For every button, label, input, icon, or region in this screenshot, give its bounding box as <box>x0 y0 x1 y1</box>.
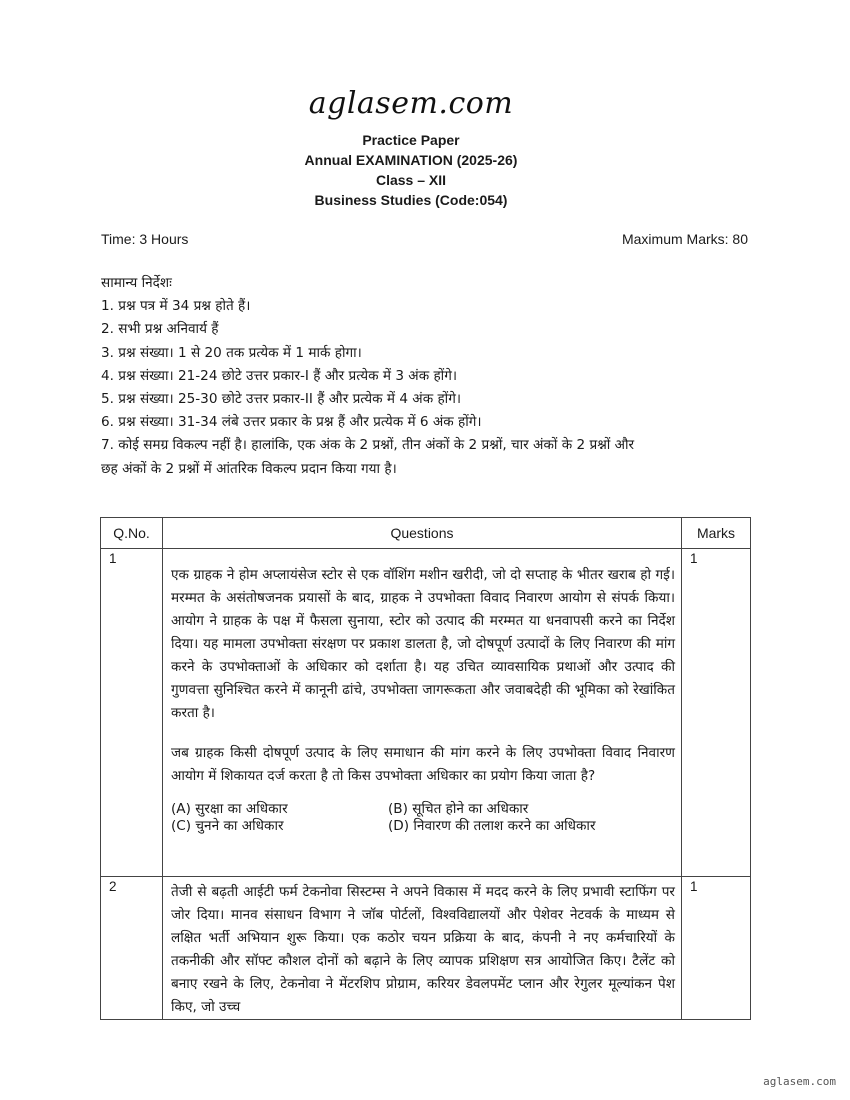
subject-label: Business Studies (Code:054) <box>314 192 508 208</box>
option-b: (B) सूचित होने का अधिकार <box>388 801 529 817</box>
instruction-item: 4. प्रश्न संख्या। 21-24 छोटे उत्तर प्रकार-I हैं और प्रत्येक में 3 अंक होंगे। <box>101 367 457 384</box>
exam-name: Annual EXAMINATION (2025-26) <box>304 152 518 168</box>
time-allowed: Time: 3 Hours <box>101 231 189 247</box>
site-logo: aglasem.com <box>308 86 514 121</box>
instruction-item: 3. प्रश्न संख्या। 1 से 20 तक प्रत्येक में 1 मार्क होगा। <box>101 344 362 361</box>
question-marks: 1 <box>682 549 751 877</box>
option-a: (A) सुरक्षा का अधिकार <box>171 801 288 817</box>
case-passage: एक ग्राहक ने होम अप्लायंसेज स्टोर से एक वॉशिंग मशीन खरीदी, जो दो सप्ताह के भीतर खराब हो गई। मरम्मत के असंतोषजनक प्रयासों के बाद, ग्राहक ने उपभोक्ता विवाद निवारण आयोग से संपर्क किया। आयोग ने ग्राहक के पक्ष में फैसला सुनाया, स्टोर को उत्पाद की मरम्मत या धनवापसी करने का निर्देश दिया। यह मामला उपभोक्ता संरक्षण पर प्रकाश डालता है, जो दोषपूर्ण उत्पादों के लिए निवारण की मांग करने के उपभोक्ताओं के अधिकार को दर्शाता है। यह उचित व्यावसायिक प्रथाओं और उत्पाद की गुणवत्ता सुनिश्चित करने में कानूनी ढांचे, उपभोक्ता जागरूकता और जवाबदेही की भूमिका को रेखांकित करता है। <box>171 567 675 721</box>
table-row <box>101 549 751 877</box>
instruction-item: 1. प्रश्न पत्र में 34 प्रश्न होते हैं। <box>101 298 251 315</box>
question-cell <box>163 877 682 1020</box>
qno-header: Q.No. <box>101 518 163 549</box>
instruction-item: 6. प्रश्न संख्या। 31-34 लंबे उत्तर प्रकार के प्रश्न हैं और प्रत्येक में 6 अंक होंगे। <box>101 414 482 431</box>
paper-title: Practice Paper <box>362 132 460 148</box>
question-number: 1 <box>101 549 163 877</box>
questions-table <box>100 517 751 1020</box>
instruction-item: 2. सभी प्रश्न अनिवार्य हैं <box>101 321 219 338</box>
question-marks: 1 <box>682 877 751 1020</box>
question-cell <box>163 549 682 877</box>
instruction-item: छह अंकों के 2 प्रश्नों में आंतरिक विकल्प प्रदान किया गया है। <box>101 460 397 477</box>
marks-header: Marks <box>682 518 751 549</box>
table-header-row <box>101 518 751 549</box>
question-number: 2 <box>101 877 163 1020</box>
general-instructions <box>101 272 761 481</box>
table-row <box>101 877 751 1020</box>
answer-options <box>171 801 675 835</box>
instruction-item: 7. कोई समग्र विकल्प नहीं है। हालांकि, एक अंक के 2 प्रश्नों, तीन अंकों के 2 प्रश्नों, चार अंकों के 2 प्रश्नों और <box>101 437 635 454</box>
instructions-heading: सामान्य निर्देशः <box>101 275 172 291</box>
questions-header: Questions <box>163 518 682 549</box>
option-d: (D) निवारण की तलाश करने का अधिकार <box>388 818 596 834</box>
footer-watermark: aglasem.com <box>763 1075 836 1088</box>
case-passage: तेजी से बढ़ती आईटी फर्म टेकनोवा सिस्टम्स ने अपने विकास में मदद करने के लिए प्रभावी स्टाफिंग पर जोर दिया। मानव संसाधन विभाग ने जॉब पोर्टलों, विश्वविद्यालयों और पेशेवर नेटवर्क के माध्यम से लक्षित भर्ती अभियान शुरू किया। एक कठोर चयन प्रक्रिया के बाद, कंपनी ने नए कर्मचारियों के तकनीकी और सॉफ्ट कौशल दोनों को बढ़ाने के लिए व्यापक प्रशिक्षण सत्र आयोजित किए। टैलेंट को बनाए रखने के लिए, टेकनोवा ने मेंटरशिप प्रोग्राम, करियर डेवलपमेंट प्लान और रेगुलर मूल्यांकन पेश किए, जो उच्च <box>171 884 675 1015</box>
class-label: Class – XII <box>375 172 447 188</box>
instruction-item: 5. प्रश्न संख्या। 25-30 छोटे उत्तर प्रकार-II हैं और प्रत्येक में 4 अंक होंगे। <box>101 391 462 408</box>
question-stem: जब ग्राहक किसी दोषपूर्ण उत्पाद के लिए समाधान की मांग करने के लिए उपभोक्ता विवाद निवारण आयोग में शिकायत दर्ज करता है तो किस उपभोक्ता अधिकार का प्रयोग किया जाता है? <box>171 745 675 784</box>
maximum-marks: Maximum Marks: 80 <box>621 231 748 247</box>
option-c: (C) चुनने का अधिकार <box>171 818 284 834</box>
